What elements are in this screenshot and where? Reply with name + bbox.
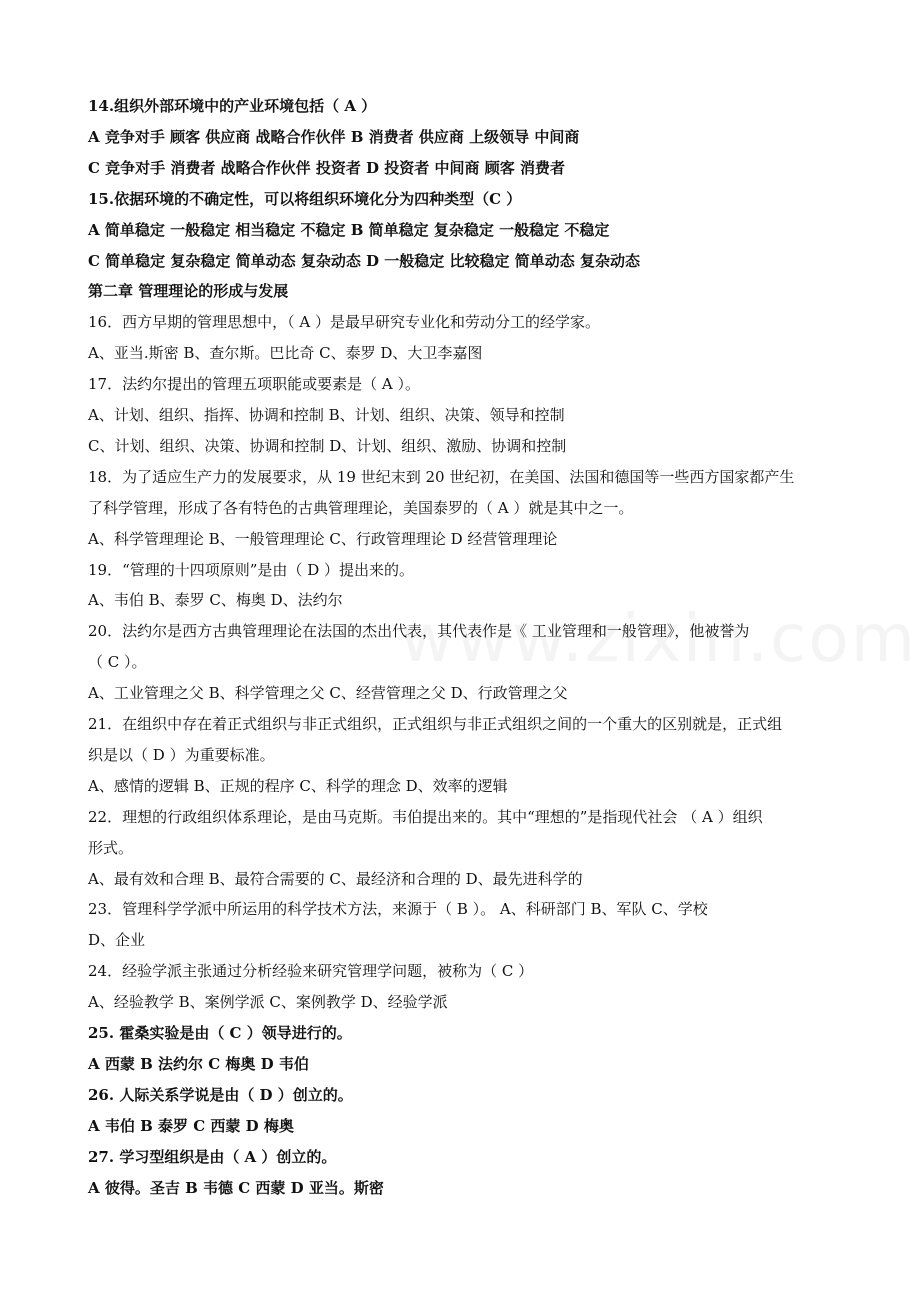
text-line: 24．经验学派主张通过分析经验来研究管理学问题，被称为（ C ） — [88, 962, 534, 981]
text-line: 15.依据环境的不确定性，可以将组织环境化分为四种类型（C ） — [88, 189, 522, 208]
text-line: （ C ）。 — [88, 653, 147, 672]
text-line: A 简单稳定 一般稳定 相当稳定 不稳定 B 简单稳定 复杂稳定 一般稳定 不稳定 — [88, 220, 610, 239]
text-line: 织是以（ D ）为重要标准。 — [88, 745, 275, 764]
text-line: 14.组织外部环境中的产业环境包括（ A ） — [88, 97, 377, 115]
text-line: A 竞争对手 顾客 供应商 战略合作伙伴 B 消费者 供应商 上级领导 中间商 — [88, 127, 580, 146]
text-line: 26. 人际关系学说是由（ D ）创立的。 — [88, 1085, 353, 1104]
text-line: A、计划、组织、指挥、协调和控制 B、计划、组织、决策、领导和控制 — [88, 406, 565, 424]
text-line: A 韦伯 B 泰罗 C 西蒙 D 梅奥 — [88, 1116, 294, 1135]
text-line: 形式。 — [88, 838, 134, 857]
text-line: A、韦伯 B、泰罗 C、梅奥 D、法约尔 — [88, 591, 343, 610]
text-line: A、经验教学 B、案例学派 C、案例教学 D、经验学派 — [88, 993, 448, 1012]
text-line: D、企业 — [88, 931, 146, 950]
text-line: 了科学管理，形成了各有特色的古典管理理论，美国泰罗的（ A ）就是其中之一。 — [88, 498, 634, 517]
text-line: 第二章 管理理论的形成与发展 — [88, 282, 289, 301]
text-line: 27. 学习型组织是由（ A ）创立的。 — [88, 1147, 337, 1166]
text-line: 22．理想的行政组织体系理论，是由马克斯。韦伯提出来的。其中“理想的”是指现代社会 （ A ）组织 — [88, 807, 763, 826]
text-line: 19．“管理的十四项原则”是由（ D ）提出来的。 — [88, 560, 414, 579]
text-line: 16．西方早期的管理思想中，（ A ）是最早研究专业化和劳动分工的经学家。 — [88, 313, 600, 332]
text-line: A 彼得。圣吉 B 韦德 C 西蒙 D 亚当。斯密 — [88, 1178, 384, 1197]
text-line: A、最有效和合理 B、最符合需要的 C、最经济和合理的 D、最先进科学的 — [88, 869, 583, 888]
text-line: 18．为了适应生产力的发展要求，从 19 世纪末到 20 世纪初，在美国、法国和德国等一些西方国家都产生 — [88, 467, 795, 486]
text-line: C 简单稳定 复杂稳定 简单动态 复杂动态 D 一般稳定 比较稳定 简单动态 复杂动态 — [88, 251, 640, 270]
text-line: A、亚当.斯密 B、查尔斯。巴比奇 C、泰罗 D、大卫李嘉图 — [88, 344, 483, 363]
text-line: 21．在组织中存在着正式组织与非正式组织，正式组织与非正式组织之间的一个重大的区别就是，正式组 — [88, 715, 783, 733]
text-line: 25. 霍桑实验是由（ C ）领导进行的。 — [88, 1024, 352, 1042]
text-line: 20．法约尔是西方古典管理理论在法国的杰出代表，其代表作是《 工业管理和一般管理》，他被誉为 — [88, 622, 750, 641]
text-line: A 西蒙 B 法约尔 C 梅奥 D 韦伯 — [88, 1054, 309, 1073]
text-line: A、工业管理之父 B、科学管理之父 C、经营管理之父 D、行政管理之父 — [88, 684, 568, 703]
text-line: C 竞争对手 消费者 战略合作伙伴 投资者 D 投资者 中间商 顾客 消费者 — [88, 158, 565, 177]
text-line: C、计划、组织、决策、协调和控制 D、计划、组织、激励、协调和控制 — [88, 436, 567, 455]
text-line: A、感情的逻辑 B、正规的程序 C、科学的理念 D、效率的逻辑 — [88, 776, 508, 795]
text-line: A、科学管理理论 B、一般管理理论 C、行政管理理论 D 经营管理理论 — [88, 529, 558, 548]
text-line: 23．管理科学学派中所运用的科学技术方法，来源于（ B ）。 A、科研部门 B、军队 C、学校 — [88, 900, 708, 919]
text-line: 17．法约尔提出的管理五项职能或要素是（ A ）。 — [88, 375, 420, 394]
